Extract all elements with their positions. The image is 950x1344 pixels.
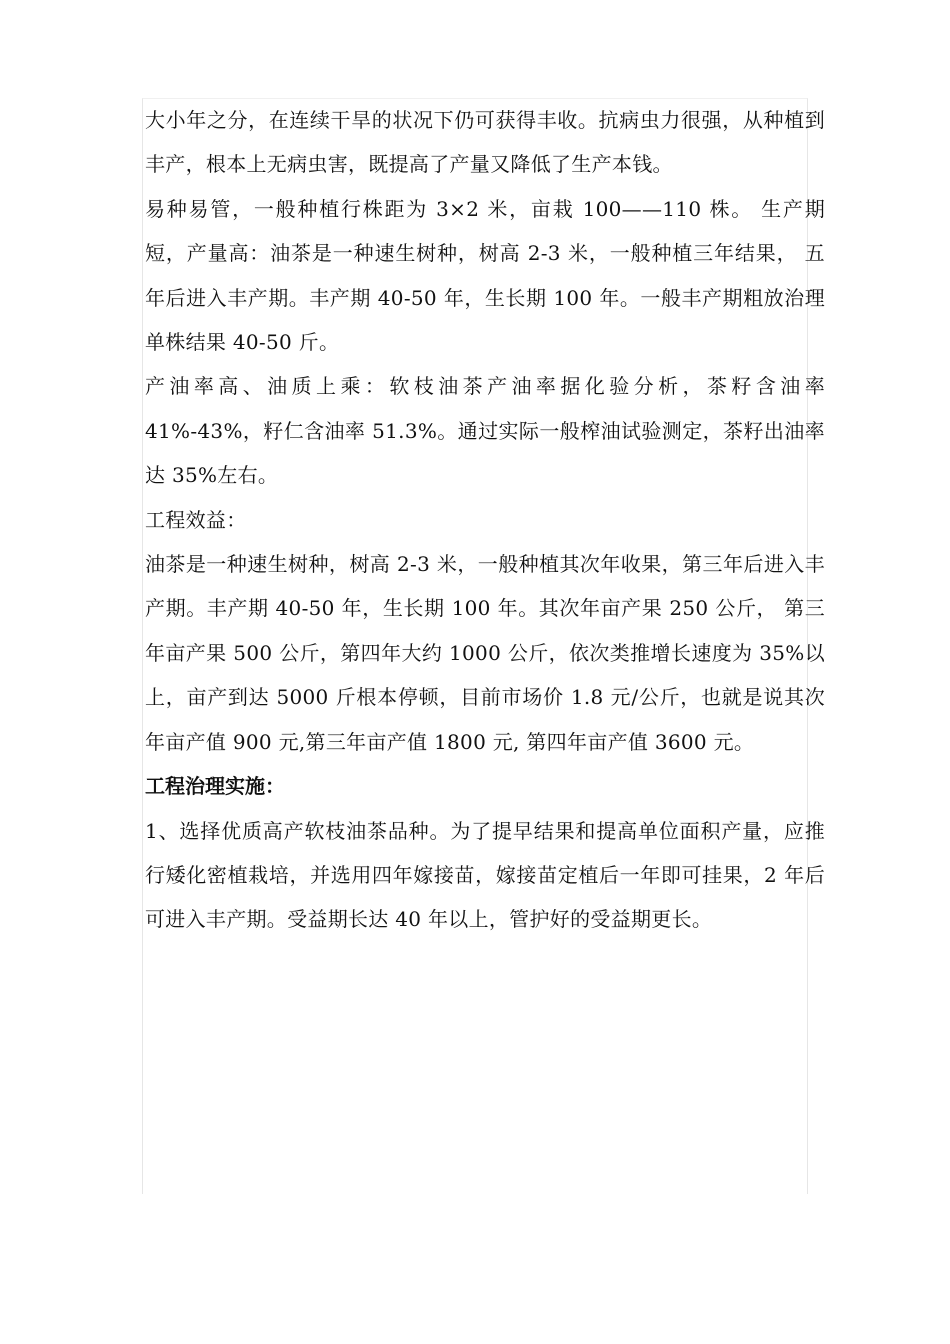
paragraph-disease-resistance: 大小年之分，在连续干旱的状况下仍可获得丰收。抗病虫力很强，从种植到丰产，根本上无病虫害，既提高了产量又降低了生产本钱。 bbox=[145, 108, 825, 177]
paragraph-benefit-detail: 油茶是一种速生树种，树高 2-3 米，一般种植其次年收果，第三年后进入丰产期。丰产期 40-50 年，生长期 100 年。其次年亩产果 250 公斤， 第三年亩产果 500 公斤，第四年大约 1000 公斤，依次类推增长速度为 35%以上，亩产到达 5000 斤根本停顿，目前市场价 1.8 元/公斤，也就是说其次年亩产值 900 元,第三年亩产值 1800 元, 第四年亩产值 3600 元。 bbox=[145, 552, 825, 754]
paragraph-benefit-label: 工程效益： bbox=[145, 507, 247, 532]
paragraph-planting-yield: 易种易管，一般种植行株距为 3×2 米，亩栽 100——110 株。 生产期短，产量高：油茶是一种速生树种，树高 2-3 米，一般种植三年结果， 五年后进入丰产期。丰产期 40-50 年，生长期 100 年。一般丰产期粗放治理单株结果 40-50 斤。 bbox=[145, 196, 825, 355]
paragraph-variety-selection: 1、选择优质高产软枝油茶品种。为了提早结果和提高单位面积产量，应推行矮化密植栽培，并选用四年嫁接苗，嫁接苗定植后一年即可挂果，2 年后可进入丰产期。受益期长达 40 年以上，管护好的受益期更长。 bbox=[145, 818, 825, 932]
document-body bbox=[145, 98, 825, 942]
paragraph-oil-rate: 产油率高、油质上乘：软枝油茶产油率据化验分析，茶籽含油率 41%-43%，籽仁含油率 51.3%。通过实际一般榨油试验测定，茶籽出油率达 35%左右。 bbox=[145, 374, 825, 488]
section-heading-implementation: 工程治理实施： bbox=[145, 774, 285, 799]
